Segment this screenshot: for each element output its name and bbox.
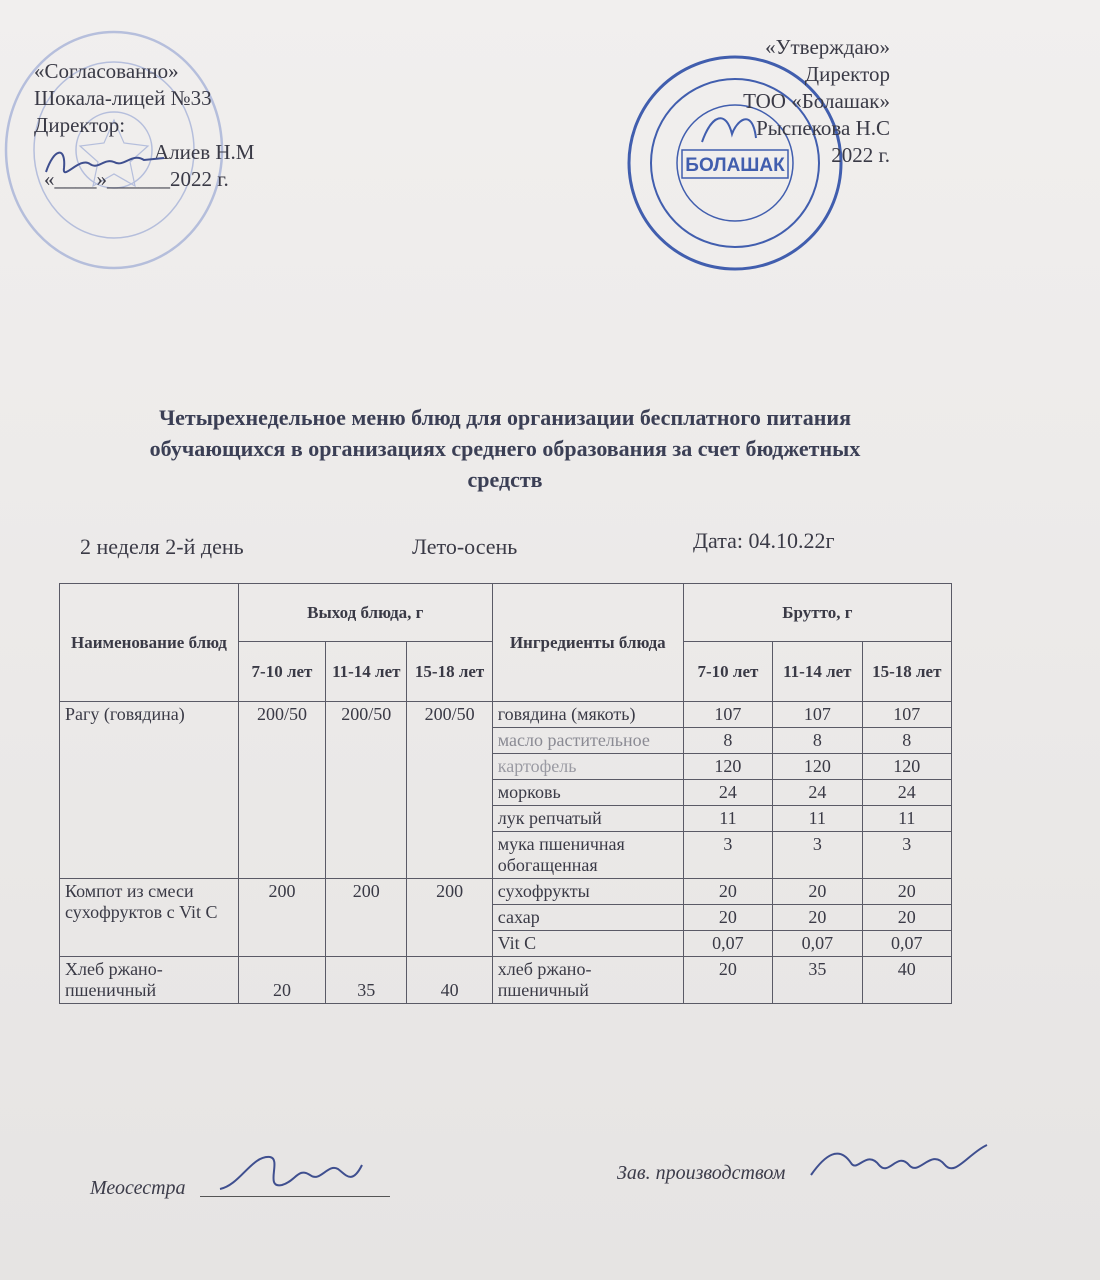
brutto-11-14: 0,07 — [773, 931, 862, 957]
ingredient-name: картофель — [492, 754, 683, 780]
dish-output-15-18: 200/50 — [407, 702, 492, 879]
agreed-date-line: «____»______2022 г. — [44, 167, 229, 191]
brutto-7-10: 3 — [683, 832, 772, 879]
header-output: Выход блюда, г — [238, 584, 492, 642]
school-name: Шокала-лицей №33 — [34, 86, 212, 110]
dish-output-15-18: 40 — [407, 957, 492, 1004]
ingredient-name: сахар — [492, 905, 683, 931]
approval-block-right — [690, 34, 890, 169]
brutto-11-14: 8 — [773, 728, 862, 754]
title-line-3: средств — [467, 467, 543, 492]
table-row — [60, 957, 952, 1004]
brutto-7-10: 24 — [683, 780, 772, 806]
ingredient-name: сухофрукты — [492, 879, 683, 905]
brutto-15-18: 120 — [862, 754, 951, 780]
brutto-15-18: 3 — [862, 832, 951, 879]
title-line-2: обучающихся в организациях среднего образования за счет бюджетных — [149, 436, 861, 461]
brutto-7-10: 8 — [683, 728, 772, 754]
brutto-15-18: 107 — [862, 702, 951, 728]
brutto-11-14: 20 — [773, 879, 862, 905]
dish-name: Хлеб ржано-пшеничный — [60, 957, 239, 1004]
approve-heading: «Утверждаю» — [765, 35, 890, 59]
season-label: Лето-осень — [412, 534, 518, 559]
brutto-15-18: 20 — [862, 879, 951, 905]
dish-output-11-14: 200 — [326, 879, 407, 957]
header-brutto: Брутто, г — [683, 584, 951, 642]
brutto-11-14: 20 — [773, 905, 862, 931]
menu-table — [59, 583, 952, 1004]
brutto-7-10: 107 — [683, 702, 772, 728]
brutto-7-10: 20 — [683, 905, 772, 931]
table-row — [60, 879, 952, 905]
production-head-signature — [805, 1135, 995, 1195]
brutto-11-14: 35 — [773, 957, 862, 1004]
dish-output-11-14: 35 — [326, 957, 407, 1004]
header-brutto-age-11-14: 11-14 лет — [773, 642, 862, 702]
brutto-7-10: 20 — [683, 879, 772, 905]
brutto-11-14: 120 — [773, 754, 862, 780]
ingredient-name: Vit C — [492, 931, 683, 957]
brutto-7-10: 0,07 — [683, 931, 772, 957]
dish-name: Компот из смеси сухофруктов с Vit C — [60, 879, 239, 957]
ingredient-name: мука пшеничная обогащенная — [492, 832, 683, 879]
approver-name: Рыспекова Н.С — [756, 116, 890, 140]
ingredient-name: лук репчатый — [492, 806, 683, 832]
date-label: Дата: 04.10.22г — [693, 528, 835, 553]
approve-date-line: 2022 г. — [831, 143, 890, 167]
ingredient-name: масло растительное — [492, 728, 683, 754]
header-output-age-11-14: 11-14 лет — [326, 642, 407, 702]
ingredient-name: говядина (мякоть) — [492, 702, 683, 728]
header-output-age-15-18: 15-18 лет — [407, 642, 492, 702]
production-head-label: Зав. производством — [617, 1162, 786, 1184]
company-name: ТОО «Болашак» — [743, 89, 890, 113]
brutto-11-14: 107 — [773, 702, 862, 728]
ingredient-name: хлеб ржано-пшеничный — [492, 957, 683, 1004]
nurse-label: Меосестра — [90, 1177, 186, 1199]
brutto-11-14: 11 — [773, 806, 862, 832]
brutto-15-18: 0,07 — [862, 931, 951, 957]
table-row — [60, 702, 952, 728]
brutto-11-14: 3 — [773, 832, 862, 879]
brutto-7-10: 20 — [683, 957, 772, 1004]
dish-output-15-18: 200 — [407, 879, 492, 957]
brutto-11-14: 24 — [773, 780, 862, 806]
nurse-signature — [212, 1145, 372, 1205]
agreed-heading: «Согласованно» — [34, 59, 179, 83]
left-director-signature — [40, 138, 170, 188]
brutto-15-18: 8 — [862, 728, 951, 754]
dish-output-11-14: 200/50 — [326, 702, 407, 879]
brutto-15-18: 24 — [862, 780, 951, 806]
brutto-15-18: 11 — [862, 806, 951, 832]
ingredient-name: морковь — [492, 780, 683, 806]
header-brutto-age-7-10: 7-10 лет — [683, 642, 772, 702]
week-day-label: 2 неделя 2-й день — [80, 534, 244, 559]
dish-output-7-10: 200 — [238, 879, 325, 957]
brutto-15-18: 40 — [862, 957, 951, 1004]
director-label: Директор: — [34, 113, 126, 137]
dish-name: Рагу (говядина) — [60, 702, 239, 879]
brutto-7-10: 11 — [683, 806, 772, 832]
brutto-15-18: 20 — [862, 905, 951, 931]
header-output-age-7-10: 7-10 лет — [238, 642, 325, 702]
director-name: Алиев Н.М — [154, 140, 255, 164]
header-dish-name: Наименование блюд — [60, 584, 239, 702]
dish-output-7-10: 20 — [238, 957, 325, 1004]
brutto-7-10: 120 — [683, 754, 772, 780]
header-brutto-age-15-18: 15-18 лет — [862, 642, 951, 702]
director-title: Директор — [804, 62, 890, 86]
document-title — [55, 402, 955, 495]
header-ingredients: Ингредиенты блюда — [492, 584, 683, 702]
company-seal-name: БОЛАШАК — [685, 155, 785, 176]
title-line-1: Четырехнедельное меню блюд для организации бесплатного питания — [158, 405, 851, 430]
dish-output-7-10: 200/50 — [238, 702, 325, 879]
